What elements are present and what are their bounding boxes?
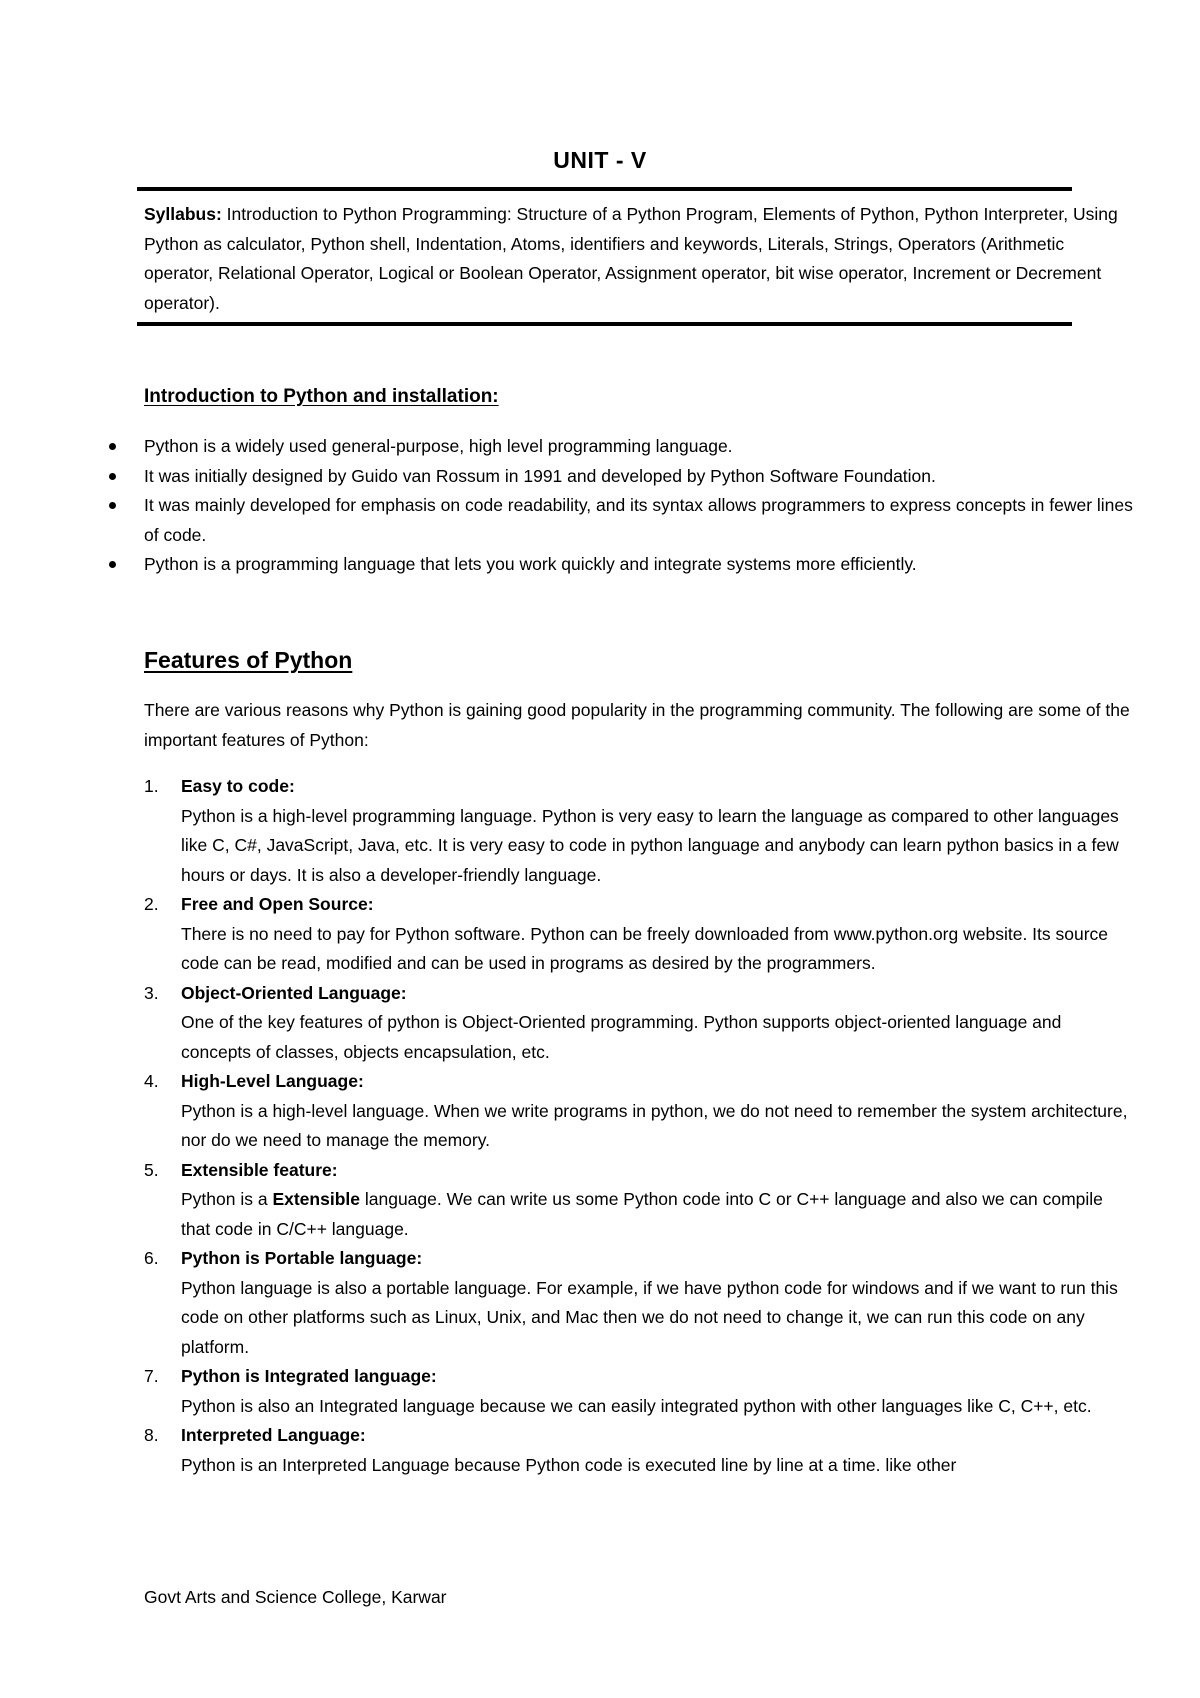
bullet-text: It was mainly developed for emphasis on code readability, and its syntax allows programmers to express concepts in fewer lines of code. xyxy=(144,495,1133,545)
feature-body: Python is a high-level language. When we write programs in python, we do not need to remember the system architecture, nor do we need to manage the memory. xyxy=(181,1100,1128,1150)
page-footer: Govt Arts and Science College, Karwar xyxy=(144,1587,447,1607)
top-rule xyxy=(137,187,1072,191)
syllabus-label: Syllabus: xyxy=(144,204,222,224)
feature-body: One of the key features of python is Object-Oriented programming. Python supports object-oriented language and concepts of classes, objects encapsulation, etc. xyxy=(181,1012,1062,1062)
syllabus-text: Introduction to Python Programming: Structure of a Python Program, Elements of Python, Python Interpreter, Using Python as calculator, Python shell, Indentation, Atoms, identifiers and keywords, Literals, Strings, Operators (Arithmetic operator, Relational Operator, Logical or Boolean Operator, Assignment operator, bit wise operator, Increment or Decrement operator). xyxy=(144,204,1118,313)
feature-body: There is no need to pay for Python software. Python can be freely downloaded from www.python.org website. Its source code can be read, modified and can be used in programs as desired by the programmers. xyxy=(181,923,1109,973)
features-heading: Features of Python xyxy=(144,647,353,673)
feature-title: Interpreted Language: xyxy=(181,1425,366,1445)
list-item xyxy=(144,491,1134,550)
bullet-icon xyxy=(109,443,116,450)
list-item xyxy=(144,462,1134,492)
features-intro-paragraph: There are various reasons why Python is gaining good popularity in the programming community. The following are some of the important features of Python: xyxy=(144,700,1130,750)
feature-body-start: Python is a xyxy=(181,1189,273,1209)
feature-title: Python is Integrated language: xyxy=(181,1366,437,1386)
feature-number: 8. xyxy=(144,1425,159,1445)
feature-title: Python is Portable language: xyxy=(181,1248,423,1268)
feature-number: 3. xyxy=(144,982,159,1003)
list-item xyxy=(144,432,1134,462)
feature-number: 2. xyxy=(144,894,159,914)
feature-body-emphasis: Extensible xyxy=(272,1189,360,1209)
feature-number: 1. xyxy=(144,776,159,796)
bottom-rule xyxy=(137,322,1072,326)
features-list xyxy=(144,772,1134,1480)
feature-title: Free and Open Source: xyxy=(181,894,374,914)
feature-item-object-oriented xyxy=(144,979,1134,1068)
feature-number: 5. xyxy=(144,1159,159,1180)
feature-number: 7. xyxy=(144,1366,159,1386)
bullet-icon xyxy=(109,561,116,568)
feature-item-portable xyxy=(144,1244,1134,1362)
feature-item-free-open-source xyxy=(144,890,1134,979)
feature-item-high-level xyxy=(144,1067,1134,1156)
feature-title: Extensible feature: xyxy=(181,1159,338,1180)
feature-body: Python is also an Integrated language because we can easily integrated python with other languages like C, C++, etc. xyxy=(181,1395,1092,1416)
bullet-text: It was initially designed by Guido van Rossum in 1991 and developed by Python Software Foundation. xyxy=(144,465,936,486)
feature-item-interpreted xyxy=(144,1421,1134,1480)
feature-item-integrated xyxy=(144,1362,1134,1421)
feature-title: High-Level Language: xyxy=(181,1071,364,1091)
feature-item-extensible xyxy=(144,1156,1134,1245)
feature-title: Object-Oriented Language: xyxy=(181,982,407,1003)
syllabus-block xyxy=(144,200,1134,318)
feature-body xyxy=(181,1185,1134,1244)
intro-heading: Introduction to Python and installation: xyxy=(144,386,499,407)
bullet-text: Python is a programming language that lets you work quickly and integrate systems more efficiently. xyxy=(144,554,917,574)
intro-bullet-list xyxy=(144,432,1134,580)
unit-title: UNIT - V xyxy=(553,147,647,173)
feature-number: 4. xyxy=(144,1071,159,1091)
feature-body: Python is an Interpreted Language because Python code is executed line by line at a time. like other xyxy=(181,1454,957,1475)
feature-item-easy-to-code xyxy=(144,772,1134,890)
bullet-text: Python is a widely used general-purpose, high level programming language. xyxy=(144,436,733,456)
feature-body: Python is a high-level programming language. Python is very easy to learn the language as compared to other languages like C, C#, JavaScript, Java, etc. It is very easy to code in python language and anybody can learn python basics in a few hours or days. It is also a developer-friendly language. xyxy=(181,805,1119,885)
list-item xyxy=(144,550,1134,580)
feature-body-end: language. We can write us some Python code into C or C++ language and also we can compile that code in C/C++ language. xyxy=(181,1189,1103,1239)
feature-body: Python language is also a portable language. For example, if we have python code for windows and if we want to run this code on other platforms such as Linux, Unix, and Mac then we do not need to change it, we can run this code on any platform. xyxy=(181,1277,1118,1357)
feature-title: Easy to code: xyxy=(181,776,295,796)
bullet-icon xyxy=(109,473,116,480)
feature-number: 6. xyxy=(144,1248,159,1268)
bullet-icon xyxy=(109,502,116,509)
